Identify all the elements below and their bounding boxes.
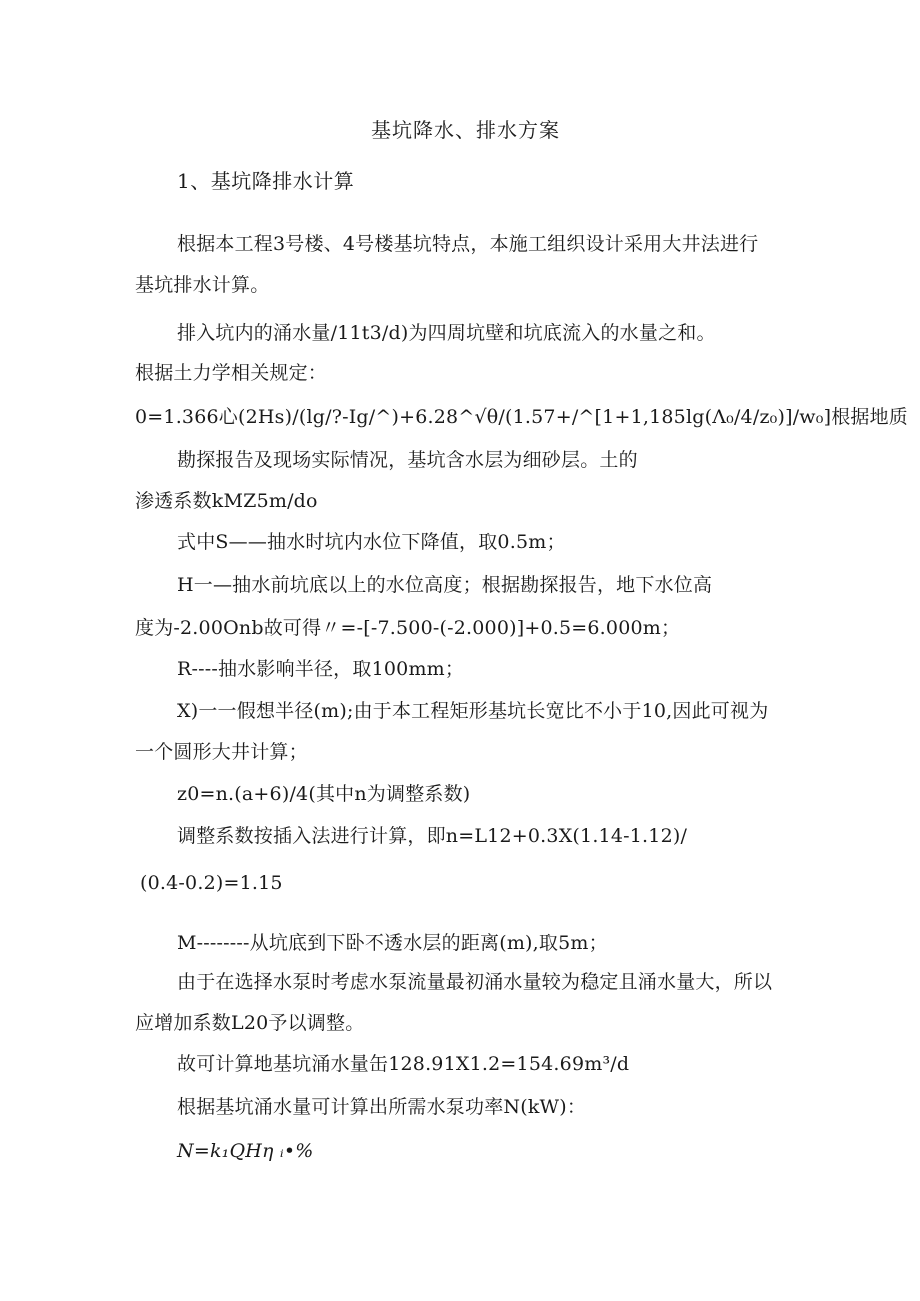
paragraph-line: 由于在选择水泵时考虑水泵流量最初涌水量较为稳定且涌水量大，所以 [177, 971, 773, 993]
definition-line: X)一一假想半径(m);由于本工程矩形基坑长宽比不小于10,因此可视为 [177, 700, 769, 722]
definition-line: 一个圆形大井计算； [135, 741, 308, 763]
section-heading: 1、基坑降排水计算 [177, 169, 355, 193]
paragraph-line: 故可计算地基坑涌水量缶128.91X1.2=154.69m³/d [177, 1053, 630, 1075]
definition-line: R----抽水影响半径，取100mm； [177, 658, 465, 680]
paragraph-line: (0.4-0.2)=1.15 [140, 872, 283, 894]
definition-line: H一—抽水前坑底以上的水位高度；根据勘探报告，地下水位高 [177, 574, 713, 596]
definition-line: 度为-2.00Onb故可得〃=-[-7.500-(-2.000)]+0.5=6.000m； [135, 617, 681, 639]
formula-line: z0=n.(a+6)/4(其中n为调整系数) [177, 783, 471, 805]
paragraph-line: 根据基坑涌水量可计算出所需水泵功率N(kW)： [177, 1096, 587, 1118]
paragraph-line: 调整系数按插入法进行计算，即n=L12+0.3X(1.14-1.12)/ [177, 825, 688, 847]
paragraph-line: 勘探报告及现场实际情况，基坑含水层为细砂层。土的 [177, 449, 638, 471]
definition-line: 式中S——抽水时坑内水位下降值，取0.5m； [177, 531, 566, 553]
formula-line: 0=1.366心(2Hs)/(lg/?-Ig/^)+6.28^√θ/(1.57+/^[1+1,185lg(Λ₀/4/z₀)]/w₀]根据地质 [135, 406, 908, 428]
paragraph-line: 基坑排水计算。 [135, 274, 270, 296]
formula-line: N=k₁QHη ᵢ•% [177, 1140, 314, 1162]
paragraph-line: 根据土力学相关规定： [135, 362, 328, 384]
paragraph-line: 根据本工程3号楼、4号楼基坑特点，本施工组织设计采用大井法进行 [177, 233, 759, 255]
document-title: 基坑降水、排水方案 [371, 118, 560, 142]
paragraph-line: 排入坑内的涌水量/11t3/d)为四周坑壁和坑底流入的水量之和。 [177, 322, 716, 344]
definition-line: M--------从坑底到下卧不透水层的距离(m),取5m； [177, 932, 608, 954]
paragraph-line: 渗透系数kMZ5m/do [135, 490, 318, 512]
paragraph-line: 应增加系数L20予以调整。 [135, 1012, 365, 1034]
